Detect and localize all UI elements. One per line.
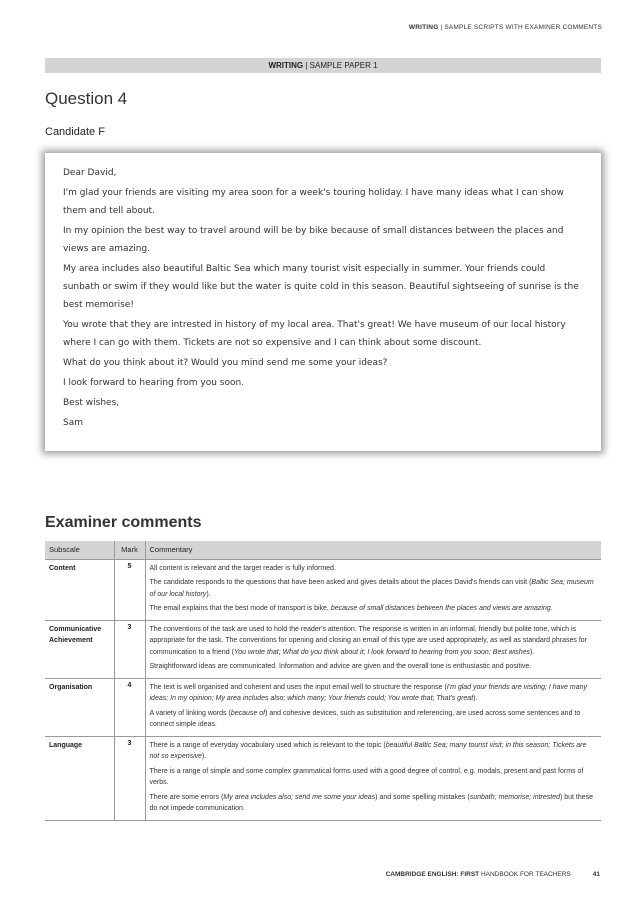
commentary-paragraph: The text is well organised and coherent and uses the input email well to structure the response (I'm glad your friends are visiting; I have many ideas; In my opinion; My area includes also; which many; Your friends could; You wrote that; That's great). xyxy=(149,683,588,702)
candidate-label: Candidate F xyxy=(45,126,105,138)
question-title: Question 4 xyxy=(45,89,128,108)
commentary-paragraph: The email explains that the best mode of transport is bike, because of small distances between the places and views are amazing. xyxy=(149,605,553,612)
paper-bar-label: SAMPLE PAPER 1 xyxy=(309,61,378,70)
letter-signature: Sam xyxy=(63,418,83,428)
letter-paragraph: I look forward to hearing from you soon. xyxy=(63,378,245,388)
examiner-comments-table xyxy=(45,541,601,821)
mark-cell: 5 xyxy=(114,559,145,620)
subscale-cell: Language xyxy=(45,736,114,820)
commentary-paragraph: Straightforward ideas are communicated. Information and advice are given and the overall tone is enthusiastic and positive. xyxy=(149,663,532,670)
paper-bar-section: WRITING xyxy=(268,61,304,70)
subscale-cell: Organisation xyxy=(45,678,114,736)
subscale-cell: Communicative Achievement xyxy=(45,620,114,678)
letter-paragraph: What do you think about it? Would you mind send me some your ideas? xyxy=(63,358,388,368)
letter-closing: Best wishes, xyxy=(63,398,120,408)
page-number: 41 xyxy=(592,871,600,878)
table-row xyxy=(45,736,601,820)
table-row xyxy=(45,620,601,678)
footer-subtitle: HANDBOOK FOR TEACHERS xyxy=(479,871,571,878)
table-header-row xyxy=(45,541,601,559)
col-mark-header: Mark xyxy=(114,541,145,559)
letter-paragraph: My area includes also beautiful Baltic Sea which many tourist visit especially in summer. Your friends could sunbath or swim if they would like but the water is quite cold in this season. Beautiful sightseeing of sunrise is the best memorise! xyxy=(63,264,579,310)
page-footer xyxy=(386,871,600,878)
commentary-cell xyxy=(145,559,601,620)
mark-cell: 4 xyxy=(114,678,145,736)
letter-paragraph: You wrote that they are intrested in history of my local area. That's great! We have museum of our local history where I can go with them. Tickets are not so expensive and I can think about some discount. xyxy=(63,320,566,348)
running-header-subtitle: SAMPLE SCRIPTS WITH EXAMINER COMMENTS xyxy=(444,24,602,31)
candidate-letter xyxy=(45,153,601,451)
running-header-section: WRITING xyxy=(408,24,439,31)
table-row xyxy=(45,678,601,736)
commentary-paragraph: There are some errors (My area includes also; send me some your ideas) and some spelling mistakes (sunbath; memorise; intrested) but these do not impede communication. xyxy=(149,793,594,812)
letter-paragraph: In my opinion the best way to travel around will be by bike because of small distances between the places and views are amazing. xyxy=(63,226,564,254)
running-header xyxy=(409,24,602,31)
mark-cell: 3 xyxy=(114,736,145,820)
commentary-paragraph: The conventions of the task are used to hold the reader's attention. The response is written in an informal, friendly but polite tone, which is appropriate for the task. The conventions for opening and closing an email of this type are used appropriately, as well as standard phrases for communication to a friend (You wrote that; What do you think about it; I look forward to hearing from you soon; Best wishes). xyxy=(149,625,587,656)
subscale-cell: Content xyxy=(45,559,114,620)
letter-paragraph: I'm glad your friends are visiting my area soon for a week's touring holiday. I have many ideas what I can show them and tell about. xyxy=(63,188,564,216)
table-row xyxy=(45,559,601,620)
letter-salutation: Dear David, xyxy=(63,168,117,178)
commentary-cell xyxy=(145,620,601,678)
paper-bar-separator: | xyxy=(303,61,310,70)
commentary-paragraph: There is a range of simple and some complex grammatical forms used with a good degree of control, e.g. modals, present and past forms of verbs. xyxy=(149,767,584,786)
commentary-paragraph: There is a range of everyday vocabulary used which is relevant to the topic (beautiful Baltic Sea; many tourist visit; in this season; Tickets are not so expensive). xyxy=(149,741,587,760)
footer-title: CAMBRIDGE ENGLISH: FIRST xyxy=(385,871,480,878)
col-subscale-header: Subscale xyxy=(45,541,114,559)
commentary-cell xyxy=(145,736,601,820)
commentary-cell xyxy=(145,678,601,736)
running-header-separator: | xyxy=(438,24,445,31)
commentary-paragraph: All content is relevant and the target reader is fully informed. xyxy=(149,564,336,572)
sample-paper-bar xyxy=(45,58,601,73)
mark-cell: 3 xyxy=(114,620,145,678)
commentary-paragraph: The candidate responds to the questions that have been asked and gives details about the places David's friends can visit (Baltic Sea; museum of our local history). xyxy=(149,579,594,598)
examiner-comments-title: Examiner comments xyxy=(45,514,202,531)
commentary-paragraph: A variety of linking words (because of) and cohesive devices, such as substitution and referencing, are used across some sentences and to connect simple ideas. xyxy=(149,709,581,728)
col-commentary-header: Commentary xyxy=(145,541,601,559)
